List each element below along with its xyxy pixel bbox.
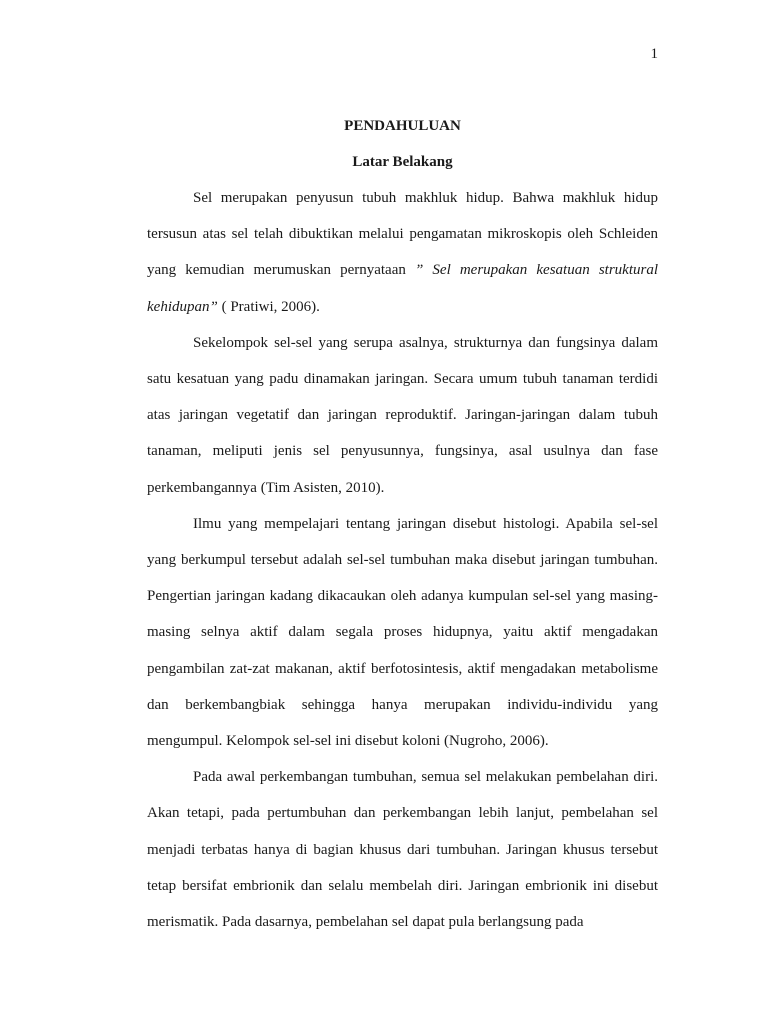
paragraph-4: Pada awal perkembangan tumbuhan, semua sel melakukan pembelahan diri. Akan tetapi, pada pertumbuhan dan perkembangan lebih lanjut, pembelahan sel menjadi terbatas hanya di bagian khusus dari tumbuhan. Jaringan khusus tersebut tetap bersifat embrionik dan selalu membelah diri. Jaringan embrionik ini disebut merismatik. Pada dasarnya, pembelahan sel dapat pula berlangsung pada xyxy=(147,769,658,931)
paragraph-1-quote: ” Sel merupakan kesatuan struktural kehidupan” xyxy=(147,262,658,315)
paragraph-2: Sekelompok sel-sel yang serupa asalnya, strukturnya dan fungsinya dalam satu kesatuan yang padu dinamakan jaringan. Secara umum tubuh tanaman terdidi atas jaringan vegetatif dan jaringan reproduktif. Jaringan-jaringan dalam tubuh tanaman, meliputi jenis sel penyusunnya, fungsinya, asal usulnya dan fase perkembangannya (Tim Asisten, 2010). xyxy=(147,334,658,496)
chapter-title: PENDAHULUAN xyxy=(344,118,461,134)
page-number: 1 xyxy=(650,46,658,62)
section-title: Latar Belakang xyxy=(352,154,453,170)
paragraph-1 xyxy=(147,180,658,325)
paragraph-3: Ilmu yang mempelajari tentang jaringan disebut histologi. Apabila sel-sel yang berkumpul tersebut adalah sel-sel tumbuhan maka disebut jaringan tumbuhan. Pengertian jaringan kadang dikacaukan oleh adanya kumpulan sel-sel yang masing-masing selnya aktif dalam segala proses hidupnya, yaitu aktif mengadakan pengambilan zat-zat makanan, aktif berfotosintesis, aktif mengadakan metabolisme dan berkembangbiak sehingga hanya merupakan individu-individu yang mengumpul. Kelompok sel-sel ini disebut koloni (Nugroho, 2006). xyxy=(147,515,658,750)
document-body xyxy=(147,108,658,940)
paragraph-1-text: Sel merupakan penyusun tubuh makhluk hidup. Bahwa makhluk hidup tersusun atas sel telah dibuktikan melalui pengamatan mikroskopis oleh Schleiden yang kemudian merumuskan pernyataan xyxy=(147,190,658,279)
paragraph-1-citation: ( Pratiwi, 2006). xyxy=(217,298,320,315)
